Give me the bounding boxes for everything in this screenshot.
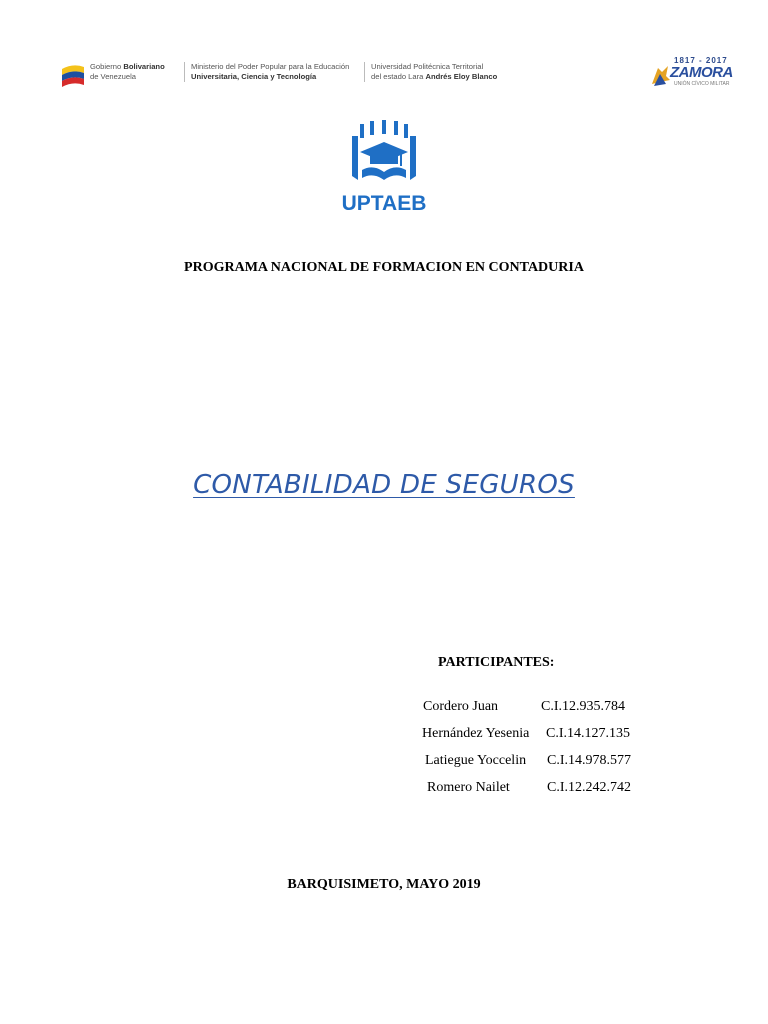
participant-name: Romero Nailet — [427, 780, 510, 795]
participant-name: Hernández Yesenia — [422, 726, 530, 741]
participants-heading: PARTICIPANTES: — [438, 655, 555, 670]
uptaeb-emblem — [340, 120, 428, 215]
participant-name: Cordero Juan — [423, 699, 499, 714]
participant-id: C.I.12.935.784 — [541, 699, 625, 714]
zamora-figure-icon — [648, 62, 672, 88]
participant-name: Latiegue Yoccelin — [425, 753, 527, 768]
participant-id: C.I.14.978.577 — [547, 753, 631, 768]
document-title: CONTABILIDAD DE SEGUROS — [193, 470, 575, 500]
participant-id: C.I.14.127.135 — [546, 726, 630, 741]
program-title: PROGRAMA NACIONAL DE FORMACION EN CONTADURIA — [184, 260, 584, 275]
svg-text:UPTAEB: UPTAEB — [341, 192, 427, 215]
zamora-logo: 1817 - 2017 ZAMORA UNIÓN CÍVICO MILITAR — [648, 56, 740, 96]
government-label: Gobierno Bolivariano de Venezuela — [90, 62, 165, 81]
university-label: Universidad Politécnica Territorial del estado Lara Andrés Eloy Blanco — [364, 62, 497, 82]
government-header — [58, 58, 498, 92]
place-date: BARQUISIMETO, MAYO 2019 — [287, 877, 481, 892]
ministry-label: Ministerio del Poder Popular para la Educación Universitaria, Ciencia y Tecnología — [184, 62, 349, 82]
venezuela-flag-icon — [60, 61, 86, 87]
participant-id: C.I.12.242.742 — [547, 780, 631, 795]
